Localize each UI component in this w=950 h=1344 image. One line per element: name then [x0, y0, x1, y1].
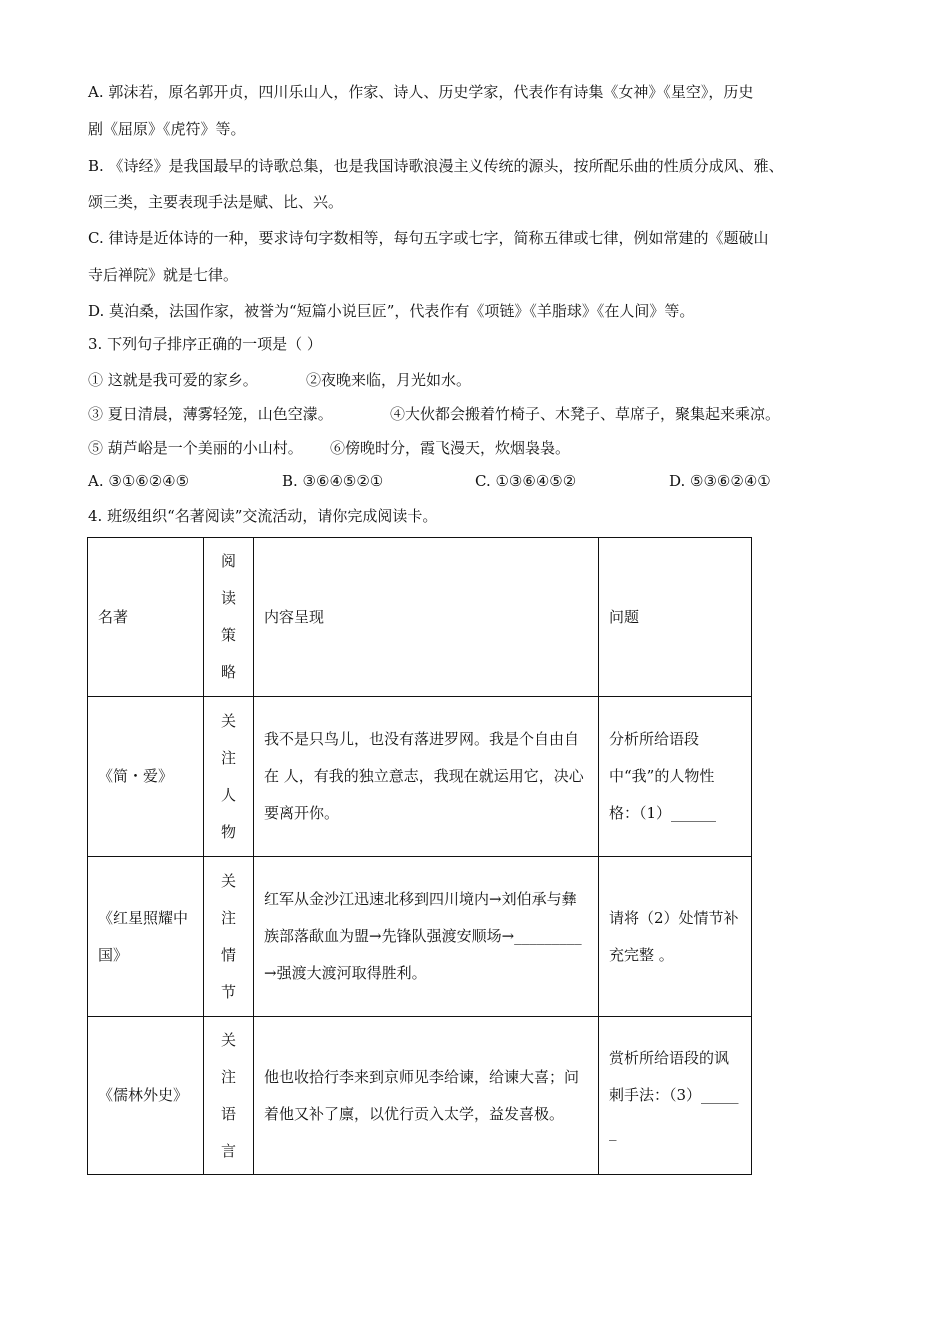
option-a-line-2: 剧《屈原》《虎符》等。 [88, 120, 246, 138]
sentence-1: ① 这就是我可爱的家乡。 [88, 371, 258, 389]
choice-d: D. ⑤③⑥②④① [669, 472, 771, 490]
option-b-line-2: 颂三类，主要表现手法是赋、比、兴。 [88, 193, 344, 211]
option-d-line: D. 莫泊桑，法国作家，被誉为“短篇小说巨匠”，代表作有《项链》《羊脂球》《在人间》等。 [88, 302, 695, 320]
question-cell: 赏析所给语段的讽刺手法：（3）______ [599, 1017, 752, 1175]
option-a-line-1: A. 郭沫若，原名郭开贞，四川乐山人，作家、诗人、历史学家，代表作有诗集《女神》《星空》，历史 [88, 83, 754, 101]
question-cell: 分析所给语段中“我”的人物性格：（1）______ [599, 697, 752, 857]
content-excerpt: 我不是只鸟儿，也没有落进罗网。我是个自由自在 人，有我的独立意志，我现在就运用它，决心要离开你。 [254, 697, 599, 857]
header-content: 内容呈现 [254, 538, 599, 697]
header-question: 问题 [599, 538, 752, 697]
sentence-3: ③ 夏日清晨，薄雾轻笼，山色空濛。 [88, 405, 333, 423]
table-header-row [88, 538, 752, 697]
choice-c: C. ①③⑥④⑤② [475, 472, 577, 490]
header-book: 名著 [88, 538, 204, 697]
sentence-6: ⑥傍晚时分，霞飞漫天，炊烟袅袅。 [330, 439, 571, 457]
sentence-2: ②夜晚来临，月光如水。 [306, 371, 472, 389]
question-cell: 请将（2）处情节补充完整 。 [599, 857, 752, 1017]
book-title: 《简・爱》 [88, 697, 204, 857]
table-row [88, 697, 752, 857]
sentence-5: ⑤ 葫芦峪是一个美丽的小山村。 [88, 439, 303, 457]
question-3-stem: 3. 下列句子排序正确的一项是（ ） [88, 335, 322, 353]
table-row [88, 857, 752, 1017]
content-excerpt: 红军从金沙江迅速北移到四川境内→刘伯承与彝族部落歃血为盟→先锋队强渡安顺场→_________→强渡大渡河取得胜利。 [254, 857, 599, 1017]
option-c-line-1: C. 律诗是近体诗的一种，要求诗句字数相等，每句五字或七字，简称五律或七律，例如常建的《题破山 [88, 229, 769, 247]
reading-strategy: 关注情节 [204, 857, 254, 1017]
reading-card-table [87, 537, 752, 1175]
header-strategy: 阅读策略 [204, 538, 254, 697]
reading-strategy: 关注语言 [204, 1017, 254, 1175]
option-b-line-1: B. 《诗经》是我国最早的诗歌总集，也是我国诗歌浪漫主义传统的源头，按所配乐曲的性质分成风、雅、 [88, 157, 784, 175]
option-c-line-2: 寺后禅院》就是七律。 [88, 266, 239, 284]
book-title: 《红星照耀中国》 [88, 857, 204, 1017]
choice-a: A. ③①⑥②④⑤ [88, 472, 190, 490]
content-excerpt: 他也收拾行李来到京师见李给谏，给谏大喜；问着他又补了廪，以优行贡入太学，益发喜极。 [254, 1017, 599, 1175]
sentence-4: ④大伙都会搬着竹椅子、木凳子、草席子，聚集起来乘凉。 [390, 405, 781, 423]
reading-strategy: 关注人物 [204, 697, 254, 857]
table-row [88, 1017, 752, 1175]
book-title: 《儒林外史》 [88, 1017, 204, 1175]
choice-b: B. ③⑥④⑤②① [282, 472, 384, 490]
question-4-stem: 4. 班级组织“名著阅读”交流活动，请你完成阅读卡。 [88, 507, 438, 525]
